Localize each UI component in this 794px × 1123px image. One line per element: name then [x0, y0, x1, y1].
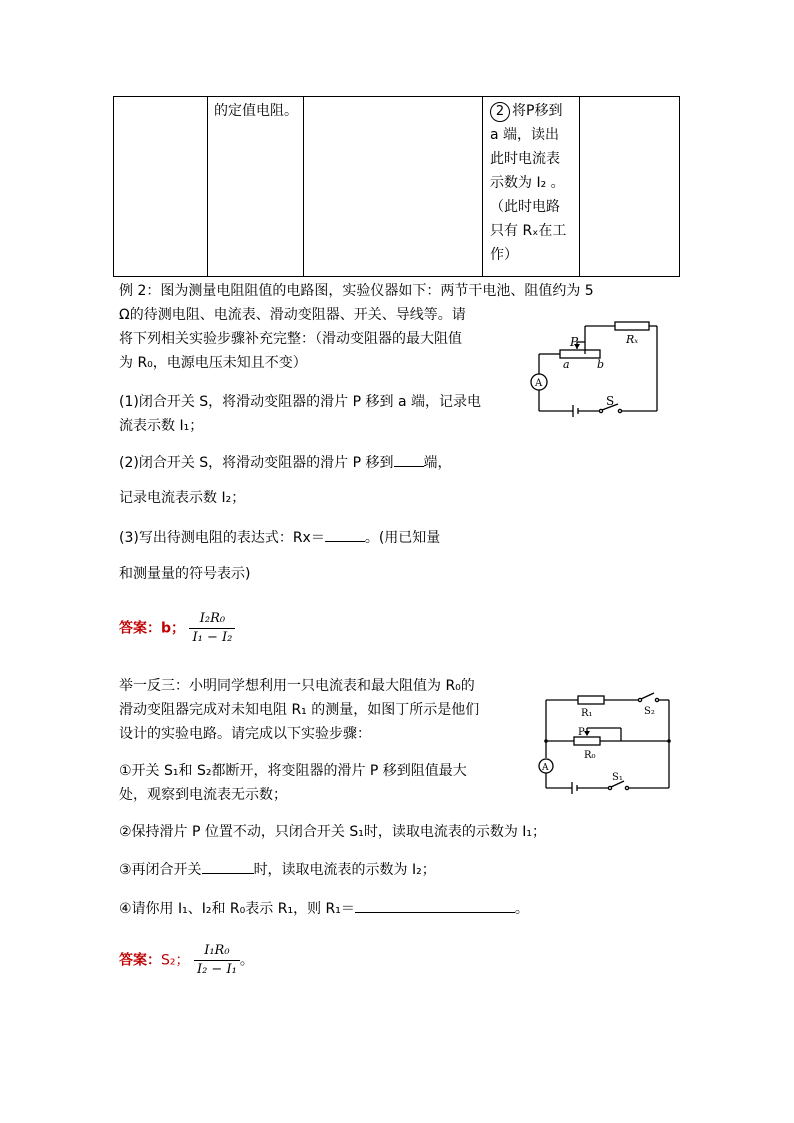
answer-end: 。: [239, 952, 254, 969]
ex2-answer: [119, 610, 235, 647]
table-cell-text: 的定值电阻。: [214, 103, 298, 119]
rx-resistor: [615, 322, 649, 330]
circuit-diagram-2: [536, 690, 676, 798]
ex2-step-1b: 流表示数 I₁；: [119, 418, 204, 434]
practice-step-1a: ①开关 S₁和 S₂都断开，将变阻器的滑片 P 移到阻值最大: [119, 763, 467, 779]
step-text: 。: [514, 901, 529, 917]
ex2-step-3b: 和测量量的符号表示): [119, 566, 251, 582]
step-text: ④请你用 I₁、I₂和 R₀表示 R₁，则 R₁＝: [119, 901, 355, 917]
cell-line: （此时电路: [490, 199, 560, 215]
practice-line-3: 设计的实验电路。请完成以下实验步骤：: [119, 726, 371, 742]
fraction-denominator: I₂ − I₁: [196, 962, 237, 977]
circuit-diagram-1: [525, 316, 665, 418]
answer-fraction: [189, 610, 235, 647]
ex2-step-2b: 记录电流表示数 I₂；: [119, 490, 246, 506]
ex2-line-3: 将下列相关实验步骤补充完整：（滑动变阻器的最大阻值: [119, 331, 462, 347]
practice-step-4: [119, 898, 529, 919]
practice-line-1: [119, 676, 475, 696]
table-col-2: [207, 97, 304, 276]
practice-step-1b: 处，观察到电流表无示数；: [119, 787, 287, 803]
label-r0: R₀: [584, 750, 596, 761]
practice-step-2: ②保持滑片 P 位置不动，只闭合开关 S₁时，读取电流表的示数为 I₁；: [119, 824, 547, 840]
ex2-line-1: 例 2：图为测量电阻阻值的电路图，实验仪器如下：两节干电池、阻值约为 5: [119, 283, 594, 299]
rheostat: [560, 350, 600, 358]
label-rx: Rₓ: [626, 333, 639, 346]
label-r1: R₁: [581, 708, 593, 719]
answer-label: 答案：: [119, 952, 161, 969]
r1-resistor: [578, 696, 604, 704]
label-s1: S₁: [612, 772, 623, 783]
table-cell-steps: [490, 99, 578, 267]
ex2-step-1a: (1)闭合开关 S，将滑动变阻器的滑片 P 移到 a 端，记录电: [119, 394, 481, 410]
ex2-step-3: [119, 527, 440, 548]
step-text: ③再闭合开关: [119, 862, 202, 878]
fill-blank: [394, 452, 424, 467]
step-text: 端，: [423, 455, 452, 471]
fraction-numerator: I₁R₀: [194, 942, 240, 961]
ex2-line-2: Ω的待测电阻、电流表、滑动变阻器、开关、导线等。请: [119, 307, 466, 323]
cell-line: 只有 Rₓ在工: [490, 223, 567, 239]
practice-line-2: 滑动变阻器完成对未知电阻 R₁ 的测量，如图丁所示是他们: [119, 702, 480, 718]
label-ammeter: A: [542, 763, 549, 773]
step-text: 。(用已知量: [364, 530, 441, 546]
table-col-3: [303, 97, 483, 276]
answer-s2: S₂；: [161, 952, 190, 969]
fraction-denominator: I₁ − I₂: [192, 630, 233, 645]
label-s2: S₂: [644, 706, 655, 717]
fill-blank: [202, 859, 254, 874]
practice-step-3: [119, 859, 436, 880]
table-col-1: [114, 97, 208, 276]
circled-number: 2: [490, 102, 510, 122]
r0-rheostat: [574, 737, 600, 745]
cell-line: 示数为 I₂ 。: [490, 175, 565, 191]
step-text: (3)写出待测电阻的表达式：Rx＝: [119, 530, 325, 546]
table-fragment: [113, 96, 680, 277]
cell-line: 将P移到: [512, 103, 563, 119]
fill-blank: [355, 898, 515, 913]
label-p: P: [578, 727, 585, 738]
step-text: (2)闭合开关 S，将滑动变阻器的滑片 P 移到: [119, 455, 394, 471]
step-text: 时，读取电流表的示数为 I₂；: [253, 862, 436, 878]
label-p: P: [570, 335, 579, 349]
ex2-step-2a: [119, 452, 452, 473]
cell-line: 作）: [490, 247, 518, 263]
label-a: a: [563, 358, 570, 371]
label-b: b: [597, 358, 605, 371]
ex2-line-4: 为 R₀，电源电压未知且不变）: [119, 355, 307, 371]
label-s: S: [606, 394, 615, 408]
fill-blank: [325, 527, 365, 542]
cell-line: a 端，读出: [490, 127, 560, 143]
label-ammeter: A: [535, 378, 543, 389]
practice-answer: [119, 942, 254, 979]
fraction-numerator: I₂R₀: [189, 610, 235, 629]
answer-label: 答案：b；: [119, 620, 186, 637]
cell-line: 此时电流表: [490, 151, 560, 167]
answer-fraction: [194, 942, 240, 979]
practice-text: 举一反三：小明同学想利用一只电流表和最大阻值为 R₀的: [119, 678, 475, 694]
